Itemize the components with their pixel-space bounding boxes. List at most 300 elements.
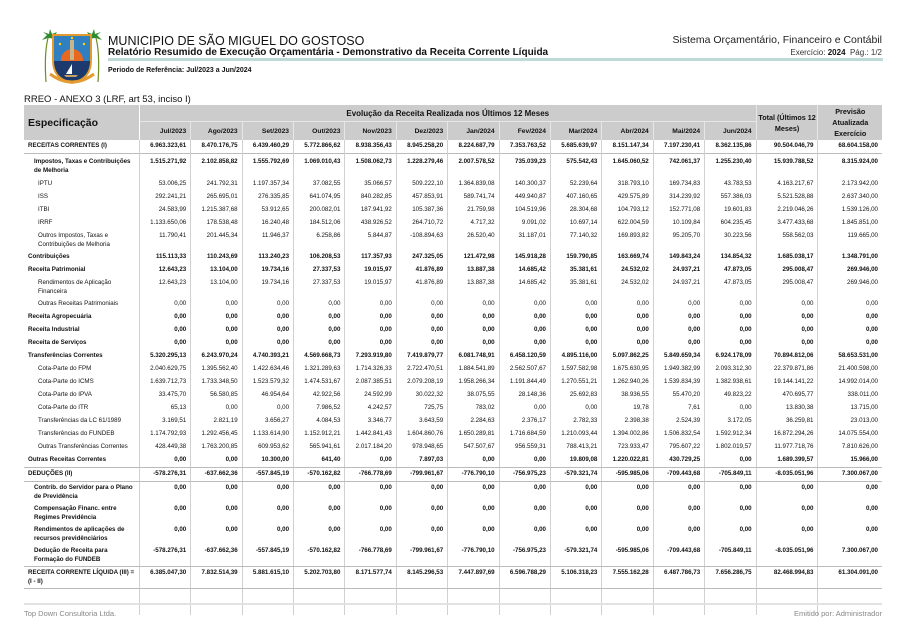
month-value-cell: 0,00: [139, 482, 190, 504]
month-value-cell: 0,00: [139, 524, 190, 545]
month-value-cell: 5.097.862,25: [602, 350, 653, 363]
month-value-cell: 5.881.615,10: [242, 567, 293, 589]
month-value-cell: 5.320.295,13: [139, 350, 190, 363]
month-value-cell: -579.321,74: [550, 468, 601, 482]
month-value-cell: 7.197.230,41: [653, 140, 704, 154]
month-value-cell: 1.174.792,93: [139, 428, 190, 441]
month-value-cell: -595.985,06: [602, 468, 653, 482]
month-value-cell: 6.963.323,61: [139, 140, 190, 154]
forecast-cell: 21.400.598,00: [818, 363, 882, 376]
total-cell: -8.035.051,96: [756, 545, 818, 567]
total-cell: 11.977.718,76: [756, 441, 818, 454]
forecast-cell: 14.992.014,00: [818, 376, 882, 389]
month-value-cell: 115.113,33: [139, 251, 190, 264]
month-value-cell: 35.381,61: [550, 264, 601, 277]
month-value-cell: 95.205,70: [653, 230, 704, 251]
month-value-cell: 2.007.578,52: [448, 154, 499, 179]
month-value-cell: -637.662,36: [191, 468, 242, 482]
month-value-cell: 184.512,06: [294, 217, 345, 230]
month-value-cell: 438.926,52: [345, 217, 396, 230]
table-row: [24, 402, 882, 415]
month-value-cell: 4.895.116,00: [550, 350, 601, 363]
month-value-cell: 65,13: [139, 402, 190, 415]
month-value-cell: 0,00: [550, 482, 601, 504]
month-value-cell: 429.575,89: [602, 191, 653, 204]
month-value-cell: 0,00: [191, 402, 242, 415]
month-value-cell: 1.508.062,73: [345, 154, 396, 179]
row-label: Contrib. do Servidor para o Plano de Previdência: [34, 484, 133, 500]
month-value-cell: 0,00: [653, 503, 704, 524]
month-value-cell: 0,00: [499, 337, 550, 350]
table-row: [24, 264, 882, 277]
month-value-cell: 8.362.135,86: [705, 140, 756, 154]
month-value-cell: 8.470.176,75: [191, 140, 242, 154]
spec-header: Especificação: [24, 105, 139, 140]
month-value-cell: 0,00: [448, 503, 499, 524]
month-value-cell: 24.937,21: [653, 264, 704, 277]
row-label: Receita Agropecuária: [28, 313, 92, 320]
table-row: [24, 363, 882, 376]
month-value-cell: 1.597.582,98: [550, 363, 601, 376]
month-value-cell: 609.953,62: [242, 441, 293, 454]
total-cell: 5.521.528,88: [756, 191, 818, 204]
month-value-cell: 24.592,99: [345, 389, 396, 402]
month-value-cell: 1.133.614,90: [242, 428, 293, 441]
month-value-cell: 1.650.289,81: [448, 428, 499, 441]
month-value-cell: 3.169,51: [139, 415, 190, 428]
month-value-cell: 30.223,56: [705, 230, 756, 251]
municipality-name: MUNICIPIO DE SÃO MIGUEL DO GOSTOSO: [108, 34, 365, 48]
month-value-cell: 104.519,96: [499, 204, 550, 217]
month-value-cell: 16.240,48: [242, 217, 293, 230]
month-value-cell: 1.321.289,63: [294, 363, 345, 376]
table-row: [24, 468, 882, 482]
report-title: Relatório Resumido de Execução Orçamentária - Demonstrativo da Receita Corrente Líquida: [108, 47, 549, 58]
month-value-cell: 6.081.748,91: [448, 350, 499, 363]
month-value-cell: 5.685.639,97: [550, 140, 601, 154]
month-value-cell: 0,00: [499, 402, 550, 415]
month-value-cell: 35.066,57: [345, 178, 396, 191]
month-value-cell: 509.222,10: [396, 178, 447, 191]
month-value-cell: 4.569.668,73: [294, 350, 345, 363]
month-value-cell: 152.771,08: [653, 204, 704, 217]
total-cell: 558.562,03: [756, 230, 818, 251]
month-value-cell: 0,00: [602, 324, 653, 337]
month-value-cell: 0,00: [550, 524, 601, 545]
month-value-cell: 1.645.060,52: [602, 154, 653, 179]
empty-cell: [396, 589, 447, 616]
month-value-cell: 7.832.514,39: [191, 567, 242, 589]
month-value-cell: 0,00: [653, 311, 704, 324]
month-value-cell: 11.946,37: [242, 230, 293, 251]
page-indicator: Pág.: 1/2: [849, 48, 882, 57]
month-value-cell: 0,00: [294, 324, 345, 337]
empty-cell: [139, 589, 190, 616]
month-value-cell: 0,00: [139, 311, 190, 324]
month-value-cell: 43.783,53: [705, 178, 756, 191]
month-value-cell: 13.104,00: [191, 264, 242, 277]
month-value-cell: 1.675.630,95: [602, 363, 653, 376]
month-value-cell: 56.580,85: [191, 389, 242, 402]
month-value-cell: 788.413,21: [550, 441, 601, 454]
month-value-cell: -579.321,74: [550, 545, 601, 567]
row-label: Outras Receitas Correntes: [24, 454, 139, 468]
month-value-cell: 457.853,91: [396, 191, 447, 204]
month-value-cell: 0,00: [653, 298, 704, 311]
month-value-cell: 0,00: [242, 324, 293, 337]
forecast-cell: 2.173.942,00: [818, 178, 882, 191]
month-value-cell: 10.697,14: [550, 217, 601, 230]
total-cell: 295.008,47: [756, 277, 818, 298]
month-value-cell: 2.093.312,30: [705, 363, 756, 376]
month-value-cell: 145.918,28: [499, 251, 550, 264]
month-value-cell: 110.243,69: [191, 251, 242, 264]
month-value-cell: -766.778,69: [345, 468, 396, 482]
month-value-cell: 7.447.897,69: [448, 567, 499, 589]
month-value-cell: 0,00: [499, 503, 550, 524]
month-value-cell: 0,00: [242, 337, 293, 350]
table-row: [24, 204, 882, 217]
month-value-cell: 3.346,77: [345, 415, 396, 428]
exercise-label: Exercício:: [790, 48, 826, 57]
month-value-cell: 2.040.629,75: [139, 363, 190, 376]
month-value-cell: 1.802.019,57: [705, 441, 756, 454]
forecast-cell: 8.315.924,00: [818, 154, 882, 179]
month-value-cell: 19.015,97: [345, 277, 396, 298]
forecast-cell: 1.539.126,00: [818, 204, 882, 217]
month-value-cell: 0,00: [191, 311, 242, 324]
month-value-cell: 1.763.200,85: [191, 441, 242, 454]
month-value-cell: 3.172,05: [705, 415, 756, 428]
reference-period: Periodo de Referência: Jul/2023 a Jun/2024: [108, 67, 252, 74]
month-value-cell: 0,00: [345, 482, 396, 504]
empty-cell: [550, 589, 601, 616]
blank-row: [24, 589, 882, 616]
month-value-cell: 19.734,16: [242, 264, 293, 277]
month-value-cell: 33.475,70: [139, 389, 190, 402]
total-cell: 4.163.217,67: [756, 178, 818, 191]
table-row: [24, 545, 882, 567]
month-header: Nov/2023: [345, 122, 396, 140]
empty-cell: [602, 589, 653, 616]
forecast-cell: 338.011,00: [818, 389, 882, 402]
month-value-cell: 0,00: [705, 402, 756, 415]
month-value-cell: 42.922,56: [294, 389, 345, 402]
month-value-cell: 1.716.684,59: [499, 428, 550, 441]
row-label: ITBI: [38, 206, 50, 213]
month-value-cell: 7.656.286,75: [705, 567, 756, 589]
table-row: [24, 217, 882, 230]
month-value-cell: 0,00: [345, 454, 396, 468]
month-value-cell: 0,00: [602, 337, 653, 350]
month-value-cell: 292.241,21: [139, 191, 190, 204]
month-value-cell: 0,00: [448, 524, 499, 545]
month-value-cell: 0,00: [294, 482, 345, 504]
month-value-cell: 783,02: [448, 402, 499, 415]
month-value-cell: 956.559,31: [499, 441, 550, 454]
month-value-cell: 4.242,57: [345, 402, 396, 415]
row-label: RECEITAS CORRENTES (I): [28, 142, 107, 149]
month-value-cell: 0,00: [396, 524, 447, 545]
month-value-cell: 7.897,03: [396, 454, 447, 468]
month-value-cell: 187.941,92: [345, 204, 396, 217]
month-value-cell: -595.985,06: [602, 545, 653, 567]
month-value-cell: 53.006,25: [139, 178, 190, 191]
month-value-cell: 0,00: [448, 337, 499, 350]
month-value-cell: 12.643,23: [139, 277, 190, 298]
row-label: ISS: [38, 193, 48, 200]
month-value-cell: 723.933,47: [602, 441, 653, 454]
total-cell: 295.008,47: [756, 264, 818, 277]
month-value-cell: 0,00: [396, 298, 447, 311]
forecast-cell: 14.075.554,00: [818, 428, 882, 441]
month-value-cell: 1.958.266,34: [448, 376, 499, 389]
month-value-cell: 26.520,40: [448, 230, 499, 251]
month-value-cell: 12.643,23: [139, 264, 190, 277]
total-cell: 2.219.046,26: [756, 204, 818, 217]
month-value-cell: 1.152.912,21: [294, 428, 345, 441]
row-label: RECEITA CORRENTE LÍQUIDA (III) = (I - II): [24, 567, 139, 589]
month-value-cell: 0,00: [294, 503, 345, 524]
month-value-cell: 31.187,01: [499, 230, 550, 251]
forecast-cell: 119.665,00: [818, 230, 882, 251]
month-value-cell: 0,00: [705, 298, 756, 311]
forecast-cell: 269.946,00: [818, 264, 882, 277]
month-header: Set/2023: [242, 122, 293, 140]
table-row: [24, 154, 882, 179]
month-value-cell: 0,00: [139, 298, 190, 311]
month-value-cell: 8.224.687,79: [448, 140, 499, 154]
table-row: [24, 376, 882, 389]
month-value-cell: -570.162,82: [294, 468, 345, 482]
forecast-cell: 7.300.067,00: [818, 468, 882, 482]
month-value-cell: 314.239,92: [653, 191, 704, 204]
forecast-cell: 15.966,00: [818, 454, 882, 468]
month-value-cell: 0,00: [294, 298, 345, 311]
month-value-cell: 37.082,55: [294, 178, 345, 191]
month-value-cell: 28.304,68: [550, 204, 601, 217]
month-value-cell: 21.759,98: [448, 204, 499, 217]
forecast-cell: 61.304.091,00: [818, 567, 882, 589]
month-value-cell: -799.961,67: [396, 545, 447, 567]
month-header: Jan/2024: [448, 122, 499, 140]
month-value-cell: 1.506.832,54: [653, 428, 704, 441]
month-value-cell: 7.353.763,52: [499, 140, 550, 154]
month-value-cell: 105.387,36: [396, 204, 447, 217]
month-value-cell: 8.145.296,53: [396, 567, 447, 589]
table-row: [24, 140, 882, 154]
month-value-cell: 55.470,20: [653, 389, 704, 402]
total-cell: 0,00: [756, 311, 818, 324]
month-value-cell: 113.240,23: [242, 251, 293, 264]
month-value-cell: 0,00: [242, 402, 293, 415]
month-value-cell: 35.381,61: [550, 277, 601, 298]
month-value-cell: 19,78: [602, 402, 653, 415]
month-value-cell: 0,00: [396, 337, 447, 350]
total-cell: 16.872.294,26: [756, 428, 818, 441]
month-value-cell: 0,00: [499, 482, 550, 504]
month-value-cell: 4.717,32: [448, 217, 499, 230]
month-value-cell: 0,00: [345, 503, 396, 524]
month-value-cell: 0,00: [448, 324, 499, 337]
table-row: [24, 350, 882, 363]
month-value-cell: 2.087.385,51: [345, 376, 396, 389]
month-value-cell: 0,00: [499, 324, 550, 337]
table-row: [24, 251, 882, 264]
month-value-cell: 13.104,00: [191, 277, 242, 298]
month-value-cell: 0,00: [191, 454, 242, 468]
total-cell: 0,00: [756, 298, 818, 311]
month-header: Abr/2024: [602, 122, 653, 140]
month-value-cell: 407.160,65: [550, 191, 601, 204]
municipal-coat-of-arms-icon: [40, 24, 104, 88]
month-value-cell: 38.936,55: [602, 389, 653, 402]
table-row: [24, 324, 882, 337]
month-header: Jul/2023: [139, 122, 190, 140]
month-value-cell: 0,00: [191, 337, 242, 350]
forecast-cell: 0,00: [818, 298, 882, 311]
row-label: DEDUÇÕES (II): [24, 468, 139, 482]
month-value-cell: 8.938.356,43: [345, 140, 396, 154]
month-value-cell: 0,00: [191, 503, 242, 524]
month-value-cell: 1.220.022,81: [602, 454, 653, 468]
month-value-cell: 575.542,43: [550, 154, 601, 179]
month-value-cell: 2.079.208,19: [396, 376, 447, 389]
month-value-cell: 6.487.786,73: [653, 567, 704, 589]
month-value-cell: 0,00: [705, 311, 756, 324]
row-label: IPTU: [38, 180, 53, 187]
month-value-cell: 0,00: [602, 524, 653, 545]
month-value-cell: 7.419.879,77: [396, 350, 447, 363]
month-value-cell: 0,00: [191, 482, 242, 504]
month-value-cell: 3.656,27: [242, 415, 293, 428]
table-row: [24, 191, 882, 204]
month-value-cell: 5.106.318,23: [550, 567, 601, 589]
month-value-cell: 0,00: [550, 311, 601, 324]
month-value-cell: 8.151.147,34: [602, 140, 653, 154]
month-value-cell: 24.532,02: [602, 277, 653, 298]
month-value-cell: 1.069.010,43: [294, 154, 345, 179]
month-value-cell: 0,00: [602, 298, 653, 311]
month-value-cell: 27.337,53: [294, 277, 345, 298]
month-value-cell: -705.849,11: [705, 545, 756, 567]
month-value-cell: 8.171.577,74: [345, 567, 396, 589]
empty-cell: [448, 589, 499, 616]
month-value-cell: 159.790,85: [550, 251, 601, 264]
month-value-cell: 0,00: [345, 524, 396, 545]
month-value-cell: 52.239,64: [550, 178, 601, 191]
month-value-cell: 0,00: [345, 311, 396, 324]
month-value-cell: 1.364.839,08: [448, 178, 499, 191]
month-value-cell: 276.335,85: [242, 191, 293, 204]
month-value-cell: 121.472,98: [448, 251, 499, 264]
total-cell: 13.830,38: [756, 402, 818, 415]
month-value-cell: -557.845,19: [242, 468, 293, 482]
empty-cell: [191, 589, 242, 616]
month-value-cell: 0,00: [242, 482, 293, 504]
month-value-cell: 10.300,00: [242, 454, 293, 468]
row-label: Outras Receitas Patrimoniais: [38, 300, 119, 307]
month-value-cell: 1.191.844,49: [499, 376, 550, 389]
month-value-cell: 53.912,65: [242, 204, 293, 217]
table-row: [24, 389, 882, 402]
month-value-cell: 0,00: [294, 311, 345, 324]
month-value-cell: 0,00: [653, 337, 704, 350]
forecast-cell: 58.653.531,00: [818, 350, 882, 363]
month-value-cell: 0,00: [448, 311, 499, 324]
month-header: Ago/2023: [191, 122, 242, 140]
month-value-cell: 0,00: [191, 298, 242, 311]
annex-title: RREO - ANEXO 3 (LRF, art 53, inciso I): [24, 94, 191, 105]
footer-divider: [24, 603, 882, 605]
table-row: [24, 311, 882, 324]
month-value-cell: 1.733.348,50: [191, 376, 242, 389]
month-value-cell: 1.639.712,73: [139, 376, 190, 389]
month-value-cell: 0,00: [705, 337, 756, 350]
month-value-cell: 169.893,82: [602, 230, 653, 251]
table-row: [24, 567, 882, 589]
row-label: Transferências Correntes: [28, 352, 103, 359]
total-cell: 90.504.046,79: [756, 140, 818, 154]
month-value-cell: 0,00: [705, 454, 756, 468]
month-value-cell: 1.442.841,43: [345, 428, 396, 441]
month-value-cell: 0,00: [653, 482, 704, 504]
exercise-year: 2024: [827, 48, 846, 57]
total-cell: 1.689.399,57: [756, 454, 818, 468]
row-label: Rendimentos de aplicações de recursos previdênciários: [34, 526, 125, 542]
month-value-cell: 4.740.393,21: [242, 350, 293, 363]
row-label: Outros Impostos, Taxas e Contribuições de Melhoria: [38, 232, 110, 248]
month-value-cell: 1.382.938,61: [705, 376, 756, 389]
month-value-cell: 1.210.093,44: [550, 428, 601, 441]
month-value-cell: 1.515.271,92: [139, 154, 190, 179]
month-value-cell: 1.215.387,68: [191, 204, 242, 217]
table-row: [24, 337, 882, 350]
month-value-cell: -756.975,23: [499, 545, 550, 567]
month-value-cell: 77.140,32: [550, 230, 601, 251]
month-value-cell: 14.685,42: [499, 264, 550, 277]
month-value-cell: 169.734,83: [653, 178, 704, 191]
month-value-cell: 140.300,37: [499, 178, 550, 191]
month-value-cell: 6.596.788,29: [499, 567, 550, 589]
month-value-cell: -799.961,67: [396, 468, 447, 482]
month-value-cell: 1.592.912,34: [705, 428, 756, 441]
month-value-cell: 641.074,95: [294, 191, 345, 204]
total-header: Total (Últimos 12 Meses): [756, 105, 818, 140]
month-value-cell: -578.276,31: [139, 468, 190, 482]
month-value-cell: 10.109,84: [653, 217, 704, 230]
month-value-cell: 117.357,93: [345, 251, 396, 264]
month-value-cell: 247.325,05: [396, 251, 447, 264]
month-value-cell: 47.873,05: [705, 264, 756, 277]
row-label: Outras Transferências Correntes: [38, 443, 128, 450]
total-cell: 0,00: [756, 337, 818, 350]
forecast-cell: 0,00: [818, 524, 882, 545]
month-value-cell: 0,00: [191, 324, 242, 337]
month-value-cell: 0,00: [448, 482, 499, 504]
footer-issued-by: Emitido por: Administrador: [794, 609, 882, 618]
month-value-cell: 2.821,19: [191, 415, 242, 428]
row-label: Impostos, Taxas e Contribuições de Melhoria: [24, 154, 139, 179]
month-value-cell: 0,00: [396, 503, 447, 524]
month-value-cell: 2.398,38: [602, 415, 653, 428]
month-value-cell: 1.133.650,06: [139, 217, 190, 230]
month-value-cell: 449.940,87: [499, 191, 550, 204]
row-label: Cota-Parte do FPM: [38, 365, 92, 372]
month-value-cell: 0,00: [294, 337, 345, 350]
month-value-cell: -776.790,10: [448, 468, 499, 482]
month-value-cell: 1.523.579,32: [242, 376, 293, 389]
